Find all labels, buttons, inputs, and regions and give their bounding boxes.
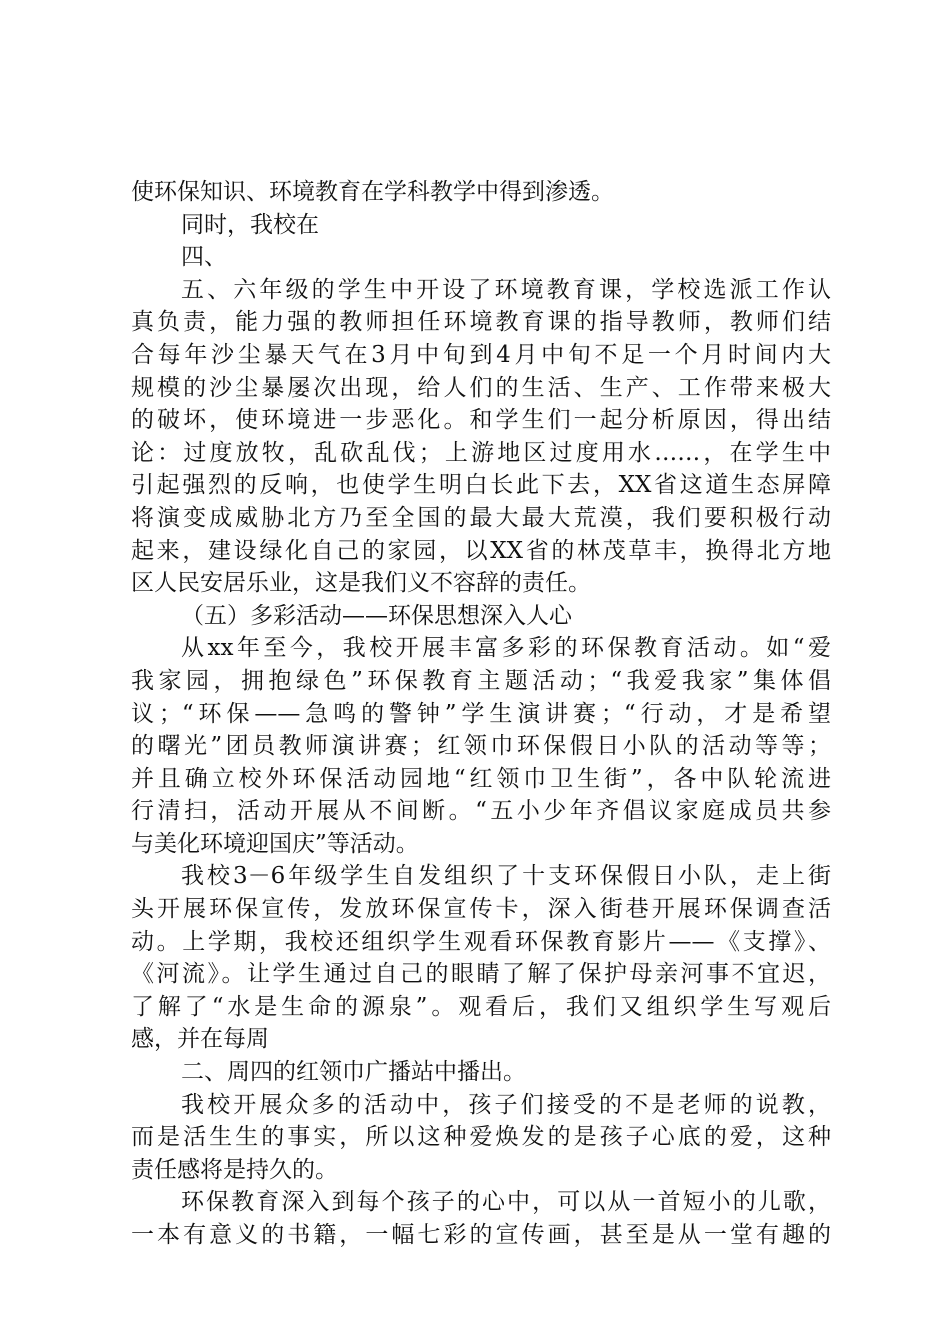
text-line: 我校开展众多的活动中，孩子们接受的不是老师的说教， [181, 1091, 831, 1118]
text-line: （五）多彩活动——环保思想深入人心 [181, 602, 572, 629]
text-line: 将演变成威胁北方乃至全国的最大最大荒漠，我们要积极行动 [131, 504, 831, 531]
text-line: 论：过度放牧，乱砍乱伐；上游地区过度用水……，在学生中 [131, 439, 831, 466]
text-line: 真负责，能力强的教师担任环境教育课的指导教师，教师们结 [131, 309, 831, 336]
document-body [131, 176, 831, 1252]
text-line: 规模的沙尘暴屡次出现，给人们的生活、生产、工作带来极大 [131, 374, 831, 401]
text-line: 《河流》。让学生通过自己的眼睛了解了保护母亲河事不宜迟， [131, 961, 831, 988]
text-line: 行清扫，活动开展从不间断。“五小少年齐倡议家庭成员共参 [131, 798, 831, 825]
text-line: 而是活生生的事实，所以这种爱焕发的是孩子心底的爱，这种 [131, 1124, 831, 1151]
text-line: 二、周四的红领巾广播站中播出。 [181, 1059, 526, 1086]
text-line: 的破坏，使环境进一步恶化。和学生们一起分析原因，得出结 [131, 407, 831, 434]
text-line: 并且确立校外环保活动园地“红领巾卫生街”，各中队轮流进 [131, 765, 831, 792]
text-line: 责任感将是持久的。 [131, 1156, 338, 1183]
text-line: 环保教育深入到每个孩子的心中，可以从一首短小的儿歌， [181, 1189, 831, 1216]
text-line: 感，并在每周 [131, 1026, 269, 1053]
text-line: 使环保知识、环境教育在学科教学中得到渗透。 [131, 179, 614, 205]
text-line: 与美化环境迎国庆”等活动。 [131, 830, 419, 857]
text-line: 引起强烈的反响，也使学生明白长此下去，XX省这道生态屏障 [131, 472, 831, 499]
text-line: 了解了“水是生命的源泉”。观看后，我们又组织学生写观后 [131, 993, 831, 1020]
text-line: 一本有意义的书籍，一幅七彩的宣传画，甚至是从一堂有趣的 [131, 1222, 831, 1248]
text-line: 议；“环保——急鸣的警钟”学生演讲赛；“行动，才是希望 [131, 700, 831, 727]
text-line: 的曙光”团员教师演讲赛；红领巾环保假日小队的活动等等； [131, 733, 831, 760]
text-line: 合每年沙尘暴天气在3月中旬到4月中旬不足一个月时间内大 [131, 341, 831, 368]
text-line: 头开展环保宣传，发放环保宣传卡，深入街巷开展环保调查活 [131, 896, 831, 923]
text-line: 五、六年级的学生中开设了环境教育课，学校选派工作认 [181, 276, 831, 303]
text-line: 四、 [181, 244, 227, 271]
text-line: 从xx年至今，我校开展丰富多彩的环保教育活动。如“爱 [181, 635, 831, 662]
text-line: 我校3－6年级学生自发组织了十支环保假日小队，走上街 [181, 863, 831, 890]
text-line: 同时，我校在 [181, 211, 319, 238]
text-line: 我家园，拥抱绿色”环保教育主题活动；“我爱我家”集体倡 [131, 667, 831, 694]
text-line: 区人民安居乐业，这是我们义不容辞的责任。 [131, 570, 591, 597]
text-line: 动。上学期，我校还组织学生观看环保教育影片——《支撑》、 [131, 928, 831, 955]
text-line: 起来，建设绿化自己的家园，以XX省的林茂草丰，换得北方地 [131, 537, 831, 564]
